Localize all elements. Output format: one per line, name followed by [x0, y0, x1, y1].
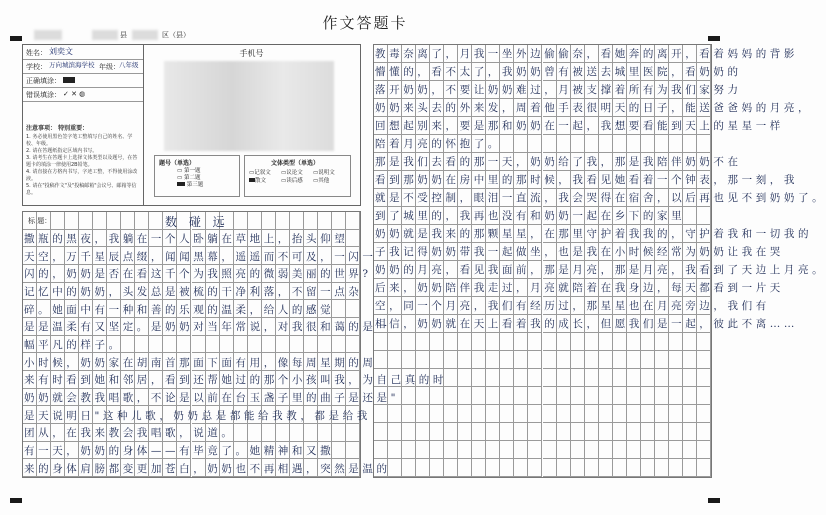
grid-cell	[402, 351, 416, 369]
essay-title-label: 标 题：	[28, 217, 52, 225]
essay-line: 来有时看到她和邻居，看到还帮她过的那个小孩叫我，为自己真的时	[24, 374, 447, 387]
grid-cell	[444, 459, 458, 477]
essay-line: 奶奶就是我来的那颗星星，在那里守护着我我的，守护着我和一切我的	[375, 228, 813, 240]
grid-cell	[613, 351, 627, 369]
grid-cell	[486, 441, 500, 459]
grid-cell	[332, 212, 346, 230]
name-row	[23, 45, 143, 60]
grid-cell	[135, 212, 149, 230]
grid-cell	[304, 212, 318, 230]
essay-line: 就是不受控制，眼泪一直流，我会哭得在宿舍，以后再也见不到奶奶了。	[375, 192, 826, 204]
grid-cell	[528, 333, 542, 351]
grid-cell	[585, 387, 599, 405]
grid-cell	[374, 441, 388, 459]
grid-cell	[528, 351, 542, 369]
grid-cell	[697, 441, 711, 459]
genre-option-label: 记叙文	[254, 170, 271, 176]
grid-cell	[571, 369, 585, 387]
grid-cell	[697, 369, 711, 387]
grid-cell	[444, 423, 458, 441]
genre-option[interactable]: ▭其他	[313, 178, 330, 184]
grid-cell	[107, 212, 121, 230]
grid-cell	[557, 459, 571, 477]
grid-cell	[669, 441, 683, 459]
grid-cell	[599, 387, 613, 405]
registration-mark	[708, 36, 720, 41]
grid-cell	[627, 405, 641, 423]
filled-box-icon	[63, 77, 75, 83]
essay-line: 回想起别来，要是那和奶奶在一起，我想要看能到天上的星星一样	[375, 120, 784, 132]
essay-line: 有一天，奶奶的身体——有毕竟了。她精神和又撒	[24, 445, 335, 457]
grid-cell	[402, 423, 416, 441]
grid-cell	[416, 333, 430, 351]
topic-option[interactable]	[177, 182, 203, 189]
essay-line: 教毒奈离了，月我一坐外边偷偷奈，看她奔的离开，看着妈妈的背影	[375, 48, 798, 60]
grid-cell	[613, 405, 627, 423]
topic-option-label: 第一题	[183, 168, 201, 174]
grid-cell	[683, 369, 697, 387]
grid-cell	[585, 351, 599, 369]
essay-line: 空，同一个月亮，我们有经历过，那星星也在月亮旁边，我们有	[375, 300, 770, 312]
grid-cell	[613, 333, 627, 351]
grid-cell	[472, 423, 486, 441]
note-item: 5. 请在"投稿作文"及"投稿邮箱"会议号、邮箱等信息。	[26, 183, 137, 196]
essay-line: 后来，奶奶陪伴我走过，月亮就陪着在我身边，每天都看到一片天	[375, 282, 784, 294]
grid-cell	[444, 351, 458, 369]
grid-cell	[697, 423, 711, 441]
essay-line: 奶奶就会教我唱歌，不论是以前在台玉盏子里的曲子是还是"	[24, 392, 400, 404]
grid-cell	[402, 459, 416, 477]
grid-cell	[571, 387, 585, 405]
grid-cell	[472, 441, 486, 459]
grid-cell	[669, 369, 683, 387]
essay-line: 是是温柔有又坚定。是奶奶对当年常说，对我很和蔼的是一	[24, 321, 391, 334]
grid-cell	[458, 441, 472, 459]
grid-cell	[458, 405, 472, 423]
grid-cell	[248, 212, 262, 230]
essay-line: 幅平凡的样子。	[24, 339, 123, 351]
genre-option-label: 其他	[318, 178, 330, 184]
school-row	[23, 59, 143, 74]
notes	[26, 125, 140, 197]
registration-mark	[708, 498, 720, 503]
grid-cell	[430, 387, 444, 405]
grid-cell	[444, 333, 458, 351]
region-row	[22, 26, 359, 44]
grid-cell	[585, 441, 599, 459]
grid-cell	[627, 423, 641, 441]
grid-cell	[557, 351, 571, 369]
grid-cell	[557, 387, 571, 405]
grid-cell	[655, 441, 669, 459]
grid-cell	[500, 333, 514, 351]
essay-line: 来的身体肩膀都变更加苍白，奶奶也不再相遇，突然是温的	[24, 462, 391, 475]
grid-cell	[430, 405, 444, 423]
grid-cell	[416, 441, 430, 459]
grid-cell	[458, 423, 472, 441]
genre-option-label: 读后感	[286, 178, 303, 184]
grid-cell	[402, 387, 416, 405]
grid-cell	[458, 459, 472, 477]
grid-cell	[585, 333, 599, 351]
grid-cell	[262, 212, 276, 230]
grid-cell	[458, 369, 472, 387]
phone-area	[144, 45, 359, 205]
grid-cell	[149, 212, 163, 230]
grid-cell	[655, 369, 669, 387]
grid-cell	[557, 333, 571, 351]
grid-cell	[585, 405, 599, 423]
grid-cell	[388, 405, 402, 423]
genre-option[interactable]: ▭读后感	[281, 178, 303, 184]
grid-cell	[599, 333, 613, 351]
grid-cell	[641, 459, 655, 477]
grid-cell	[669, 405, 683, 423]
topic-select-box	[154, 155, 240, 197]
genre-option[interactable]: ▭议论文	[281, 170, 303, 176]
grid-cell	[599, 423, 613, 441]
grid-cell	[514, 405, 528, 423]
note-item: 3. 请考生在答题卡上选择文体类型以及题号，在答题卡的填涂一律使用2B铅笔。	[26, 155, 138, 168]
grid-cell	[627, 369, 641, 387]
grid-cell	[655, 459, 669, 477]
grid-cell	[500, 351, 514, 369]
essay-title: 数 碰 远	[165, 215, 229, 229]
grid-cell	[416, 387, 430, 405]
grid-cell	[514, 387, 528, 405]
grid-cell	[528, 369, 542, 387]
grid-cell	[543, 369, 557, 387]
grid-cell	[683, 423, 697, 441]
topic-option-label: 第三题	[186, 182, 204, 188]
grid-cell	[627, 333, 641, 351]
grid-cell	[472, 405, 486, 423]
grid-cell	[613, 387, 627, 405]
essay-line: 闪的，奶奶是否在看这千个为我照亮的微弱美丽的世界?	[24, 268, 372, 281]
essay-line: 看到那奶奶在房中里的那时候，我看见她看着一个钟表，那一刻，我	[375, 174, 798, 186]
grid-cell	[641, 423, 655, 441]
essay-line: 碎。她面中有一种和善的乐观的温柔，给人的感觉	[24, 303, 335, 316]
grid-cell	[543, 351, 557, 369]
name-value: 刘奕文	[49, 47, 73, 56]
essay-line: 到了城里的，我再也没有和奶奶一起在乡下的家里	[375, 210, 686, 222]
grid-cell	[276, 212, 290, 230]
grid-cell	[627, 387, 641, 405]
essay-line: 奶奶的月亮，看见我面前，那是月亮，那是月亮，我看到了天边上月亮。	[375, 264, 826, 276]
grid-cell	[444, 405, 458, 423]
grid-cell	[486, 369, 500, 387]
grid-cell	[486, 405, 500, 423]
grade-label: 年级：	[99, 63, 120, 71]
grid-cell	[528, 387, 542, 405]
grid-cell	[571, 351, 585, 369]
grid-cell	[697, 405, 711, 423]
grid-cell	[669, 387, 683, 405]
grid-cell	[641, 441, 655, 459]
grid-cell	[65, 212, 79, 230]
grid-cell	[430, 351, 444, 369]
grid-cell	[557, 405, 571, 423]
genre-option-label: 说明文	[318, 170, 335, 176]
grid-cell	[430, 441, 444, 459]
genre-box-title: 文体类型（单选）	[271, 160, 320, 167]
registration-mark	[10, 36, 22, 41]
grid-cell	[669, 351, 683, 369]
grid-cell	[613, 441, 627, 459]
grid-cell	[500, 369, 514, 387]
essay-line: 天空，万千星辰点缀，闻闻黑幕，遥遥而不可及，一闪一	[24, 250, 377, 263]
grid-cell	[683, 405, 697, 423]
grid-cell	[374, 423, 388, 441]
grid-cell	[486, 423, 500, 441]
grid-cell	[683, 351, 697, 369]
grid-cell	[500, 423, 514, 441]
grid-cell	[51, 212, 65, 230]
genre-option[interactable]	[249, 177, 281, 185]
note-item: 1. 务必使用黑色签字笔工整填写自己的姓名、学校、年级。	[26, 134, 133, 147]
grid-cell	[514, 441, 528, 459]
grid-cell	[543, 387, 557, 405]
grid-cell	[486, 333, 500, 351]
grid-cell	[599, 459, 613, 477]
grid-cell	[543, 405, 557, 423]
grid-cell	[655, 387, 669, 405]
essay-line: 撒瓶的黑夜，我躺在一个人卧躺在草地上，抬头仰望	[24, 233, 349, 245]
phone-bubbles-blurred	[164, 61, 334, 151]
grid-cell	[599, 369, 613, 387]
grid-cell	[599, 405, 613, 423]
grid-cell	[458, 387, 472, 405]
grid-cell	[79, 212, 93, 230]
grid-cell	[486, 351, 500, 369]
essay-line: 那是我们去看的那一天，奶奶给了我，那是我陪伴奶奶不在	[375, 156, 742, 168]
grid-cell	[557, 369, 571, 387]
grid-cell	[388, 423, 402, 441]
correct-fill-row	[23, 73, 143, 88]
grid-cell	[514, 459, 528, 477]
grid-cell	[458, 351, 472, 369]
grid-cell	[430, 423, 444, 441]
grid-cell	[514, 333, 528, 351]
grid-cell	[655, 351, 669, 369]
name-label: 姓名：	[26, 49, 47, 57]
grid-cell	[528, 441, 542, 459]
grid-cell	[641, 369, 655, 387]
grid-cell	[641, 333, 655, 351]
grid-cell	[388, 441, 402, 459]
grid-cell	[486, 387, 500, 405]
grid-cell	[430, 333, 444, 351]
page-title: 作文答题卡	[322, 14, 408, 32]
genre-option[interactable]: ▭说明文	[313, 170, 335, 176]
grid-cell	[627, 441, 641, 459]
correct-fill-label: 正确填涂：	[26, 77, 61, 85]
grid-cell	[430, 459, 444, 477]
grid-cell	[444, 441, 458, 459]
wrong-fill-label: 错误填涂：	[26, 91, 61, 99]
grid-cell	[514, 369, 528, 387]
grid-cell	[402, 441, 416, 459]
genre-option[interactable]: ▭记叙文	[249, 170, 271, 176]
essay-line: 落开奶奶，不要让奶奶难过，月被支撑着所有为我们家努力	[375, 84, 742, 96]
grid-cell	[543, 333, 557, 351]
grid-cell	[388, 333, 402, 351]
grid-cell	[93, 212, 107, 230]
grid-cell	[613, 423, 627, 441]
grid-cell	[599, 441, 613, 459]
grid-cell	[121, 212, 135, 230]
grid-cell	[585, 423, 599, 441]
grid-cell	[500, 441, 514, 459]
essay-line: 奶奶来头去的外来发，周着他手表很明天的日子，能送爸爸妈的月亮，	[375, 102, 813, 114]
region-label-district: 区（县）	[162, 31, 190, 39]
grid-cell	[571, 405, 585, 423]
genre-select-box	[244, 155, 351, 197]
grid-cell	[627, 459, 641, 477]
grid-cell	[416, 459, 430, 477]
grid-cell	[318, 212, 332, 230]
notes-title: 注意事项： 特别重要：	[26, 125, 89, 132]
school-value: 万向城滨海学校	[49, 61, 95, 69]
grid-cell	[697, 387, 711, 405]
phone-title: 手机号	[239, 49, 264, 58]
school-label: 学校：	[26, 63, 47, 71]
grid-cell	[472, 459, 486, 477]
topic-option[interactable]: ▭ 第二题	[177, 175, 201, 181]
essay-line: 陪着月亮的怀抱了。	[375, 138, 502, 150]
wrong-fill-examples-icon: ✓ ✕ ◍	[63, 90, 86, 98]
grid-cell	[557, 423, 571, 441]
grid-cell	[571, 423, 585, 441]
grid-cell	[416, 405, 430, 423]
grid-cell	[528, 459, 542, 477]
essay-line: 是天说明日"这种儿歌，奶奶总是都能给我教，都是给我	[24, 409, 371, 422]
student-fields	[23, 45, 144, 205]
grid-cell	[416, 423, 430, 441]
topic-option-label: 第二题	[183, 175, 201, 181]
grid-cell	[655, 423, 669, 441]
grid-cell	[669, 333, 683, 351]
grid-cell	[557, 441, 571, 459]
genre-option-label: 议论文	[286, 170, 303, 176]
grid-cell	[528, 423, 542, 441]
student-info-box	[22, 44, 361, 206]
grid-cell	[669, 459, 683, 477]
grid-cell	[613, 369, 627, 387]
grid-cell	[472, 351, 486, 369]
grid-cell	[599, 351, 613, 369]
grid-cell	[585, 459, 599, 477]
wrong-fill-row	[23, 87, 143, 102]
grid-cell	[543, 441, 557, 459]
grid-cell	[346, 212, 360, 230]
grid-cell	[472, 333, 486, 351]
grid-cell	[444, 387, 458, 405]
grid-cell	[641, 387, 655, 405]
grid-cell	[697, 333, 711, 351]
grid-cell	[585, 369, 599, 387]
grid-cell	[472, 369, 486, 387]
grid-cell	[655, 333, 669, 351]
grid-cell	[234, 212, 248, 230]
grid-cell	[486, 459, 500, 477]
genre-option-label: 散文	[255, 178, 267, 184]
grid-cell	[571, 459, 585, 477]
grid-cell	[528, 405, 542, 423]
grid-cell	[697, 351, 711, 369]
grid-cell	[402, 333, 416, 351]
essay-line: 子我记得奶奶带我一起做坐，也是我在小时候经常为奶奶让我在哭	[375, 246, 784, 258]
grid-cell	[683, 441, 697, 459]
essay-line: 相信，奶奶就在天上看着我的成长，但愿我们是一起，彼此不离……	[375, 318, 798, 330]
topic-option[interactable]: ▭ 第一题	[177, 168, 201, 174]
grid-cell	[543, 459, 557, 477]
grade-value: 八年级	[119, 61, 139, 69]
essay-line: 懵懂的，看不太了，我奶奶曾有被送去城里医院，看奶奶的	[375, 66, 742, 78]
grid-cell	[458, 333, 472, 351]
grid-cell	[655, 405, 669, 423]
grid-cell	[543, 423, 557, 441]
grid-cell	[500, 459, 514, 477]
essay-line: 团从，在我来教会我唱歌，说道。	[24, 427, 236, 440]
grid-cell	[500, 405, 514, 423]
note-item: 4. 请直接在方格内书写，字迹工整，不得使用涂改液。	[26, 169, 138, 182]
grid-cell	[571, 333, 585, 351]
registration-mark	[10, 498, 22, 503]
essay-line: 记忆中的奶奶，头发总是被梳的干净利落，不留一点杂	[24, 286, 363, 298]
grid-cell	[627, 351, 641, 369]
grid-cell	[374, 333, 388, 351]
grid-cell	[669, 423, 683, 441]
grid-cell	[641, 405, 655, 423]
grid-cell	[514, 351, 528, 369]
grid-cell	[402, 405, 416, 423]
grid-cell	[683, 333, 697, 351]
grid-cell	[388, 351, 402, 369]
grid-cell	[697, 459, 711, 477]
grid-cell	[290, 212, 304, 230]
grid-cell	[683, 459, 697, 477]
grid-cell	[571, 441, 585, 459]
grid-cell	[416, 351, 430, 369]
region-label-county: 县	[120, 31, 127, 39]
grid-cell	[514, 423, 528, 441]
grid-cell	[500, 387, 514, 405]
grid-cell	[683, 387, 697, 405]
grid-cell	[641, 351, 655, 369]
grid-cell	[472, 387, 486, 405]
note-item: 2. 请在答题纸指定区域内书写。	[26, 148, 98, 154]
essay-line: 小时候，奶奶家在胡南首那面下面有用，像每周星期的周	[24, 356, 377, 369]
grid-cell	[613, 459, 627, 477]
grid-cell	[374, 405, 388, 423]
topic-box-title: 题号（单选）	[159, 160, 196, 167]
